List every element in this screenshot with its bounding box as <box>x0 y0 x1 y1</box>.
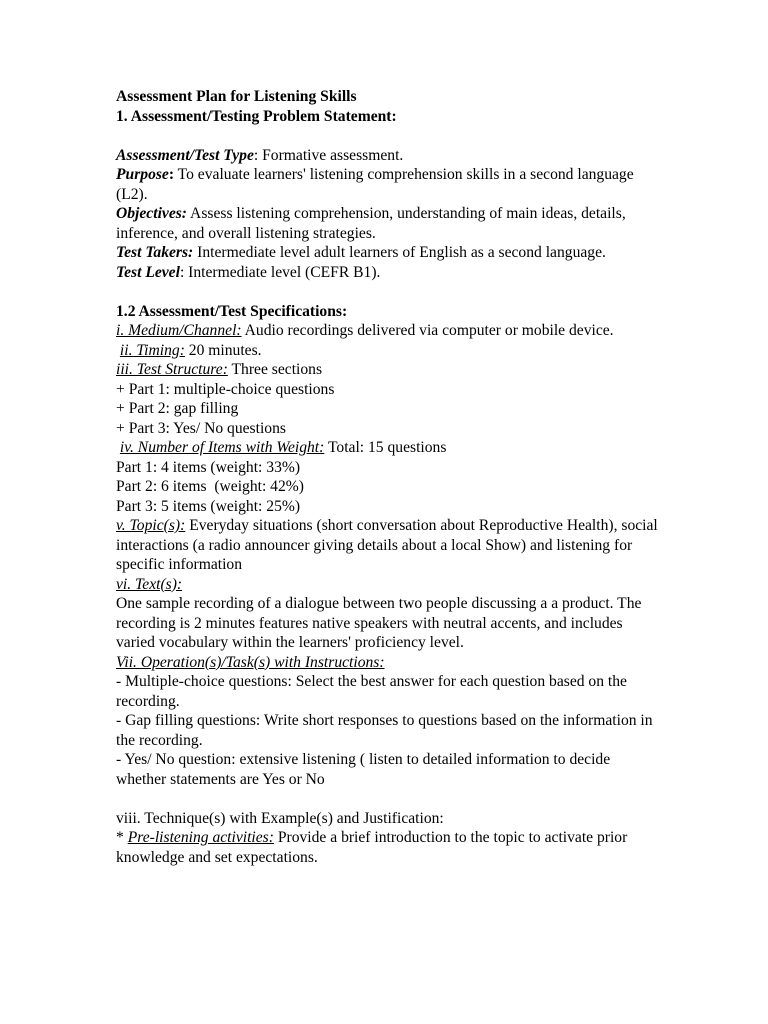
operations-label: Vii. Operation(s)/Task(s) with Instructions: <box>116 653 385 671</box>
weight-list-item: Part 1: 4 items (weight: 33%) <box>116 458 301 476</box>
purpose-text: To evaluate learners' listening comprehension skills in a second language (L2). <box>116 166 634 203</box>
weight-list-item: Part 3: 5 items (weight: 25%) <box>116 497 301 515</box>
prelistening-paragraph <box>116 828 661 867</box>
part-list-item: + Part 2: gap filling <box>116 400 239 417</box>
items-label: iv. Number of Items with Weight: <box>119 439 325 456</box>
items-text: Total: 15 questions <box>324 439 447 456</box>
test-type-text: : Formative assessment. <box>253 146 404 164</box>
test-takers-paragraph <box>116 243 661 263</box>
document-title: Assessment Plan for Listening Skills <box>116 88 357 105</box>
test-level-text: : Intermediate level (CEFR B1). <box>179 263 381 281</box>
prelistening-bullet: * <box>116 829 128 846</box>
test-level-label: Test Level <box>116 263 180 281</box>
medium-paragraph <box>116 321 661 341</box>
structure-paragraph <box>116 360 661 380</box>
objectives-text: Assess listening comprehension, understanding of main ideas, details, inference, and overall listening strategies. <box>116 205 626 242</box>
purpose-colon: : <box>168 166 175 183</box>
timing-text: 20 minutes. <box>184 341 262 359</box>
topics-paragraph <box>116 516 661 575</box>
weight-list-item: Part 2: 6 items (weight: 42%) <box>116 478 304 495</box>
spacer <box>116 126 708 146</box>
purpose-label: Purpose <box>116 166 169 183</box>
test-level-paragraph <box>116 263 661 283</box>
test-type-paragraph <box>116 146 661 166</box>
operation-item: - Yes/ No question: extensive listening ( listen to detailed information to decide whether statements are Yes or No <box>116 751 611 788</box>
purpose-paragraph <box>116 165 661 204</box>
operation-item: - Multiple-choice questions: Select the best answer for each question based on the recording. <box>116 673 627 710</box>
spacer <box>116 789 708 809</box>
spacer <box>116 282 708 302</box>
part-list-item: + Part 3: Yes/ No questions <box>116 419 286 437</box>
prelistening-text: Provide a brief introduction to the topic to activate prior knowledge and set expectations. <box>116 829 628 866</box>
objectives-label: Objectives: <box>116 205 188 222</box>
test-takers-text: Intermediate level adult learners of English as a second language. <box>193 244 606 261</box>
medium-label: i. Medium/Channel: <box>116 322 242 339</box>
texts-paragraph: One sample recording of a dialogue between two people discussing a a product. The recording is 2 minutes features native speakers with neutral accents, and includes varied vocabulary within the learners' proficiency level. <box>116 595 642 651</box>
timing-paragraph <box>116 341 661 361</box>
section-1-2-heading: 1.2 Assessment/Test Specifications: <box>116 302 348 320</box>
prelistening-label: Pre-listening activities: <box>127 829 274 846</box>
part-list-item: + Part 1: multiple-choice questions <box>116 380 335 398</box>
objectives-paragraph <box>116 204 661 243</box>
topics-text: Everyday situations (short conversation about Reproductive Health), social interactions (a radio announcer giving details about a local Show) and listening for specific information <box>116 517 658 573</box>
medium-text: Audio recordings delivered via computer or mobile device. <box>241 322 614 339</box>
technique-heading: viii. Technique(s) with Example(s) and Justification: <box>116 809 444 827</box>
structure-label: iii. Test Structure: <box>116 361 228 378</box>
topics-label: v. Topic(s): <box>116 517 186 534</box>
structure-text: Three sections <box>227 361 323 378</box>
test-takers-label: Test Takers: <box>116 244 194 261</box>
operation-item: - Gap filling questions: Write short responses to questions based on the information in the recording. <box>116 712 653 749</box>
test-type-label: Assessment/Test Type <box>116 146 254 164</box>
items-paragraph <box>116 438 661 458</box>
texts-label: vi. Text(s): <box>116 575 183 593</box>
timing-label: ii. Timing: <box>119 341 185 359</box>
section-1-heading: 1. Assessment/Testing Problem Statement: <box>116 107 397 125</box>
